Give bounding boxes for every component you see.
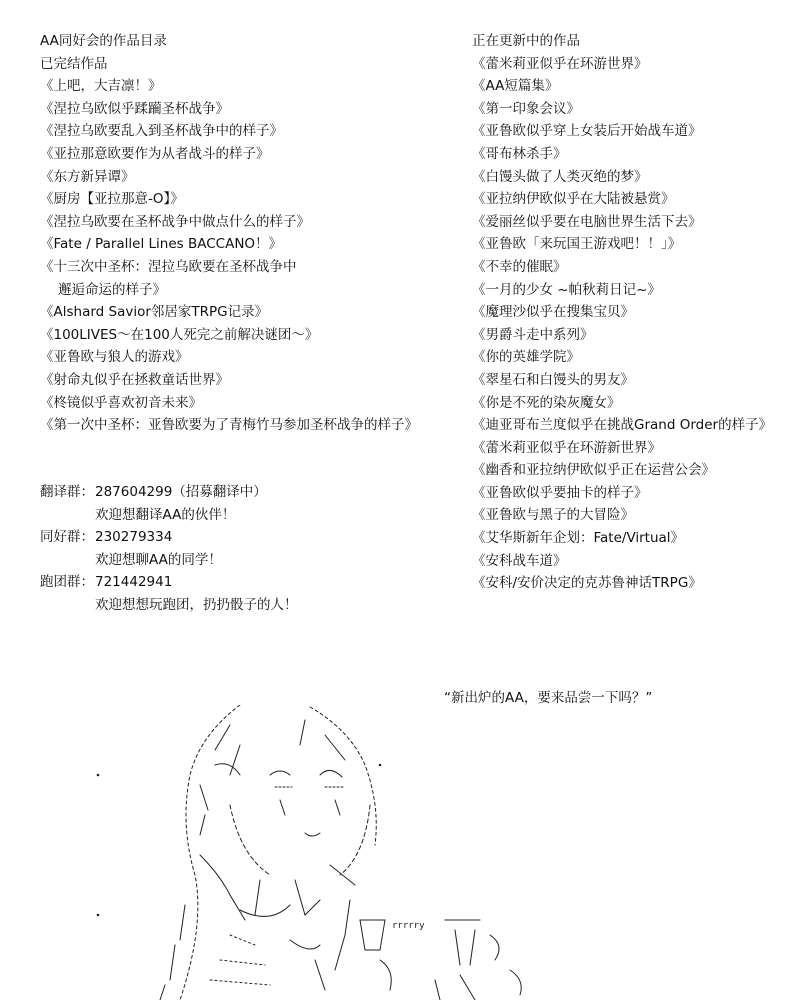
ongoing-item: 《亚拉纳伊欧似乎在大陆被悬赏》 xyxy=(472,191,675,208)
ongoing-item: 《哥布林杀手》 xyxy=(472,145,567,162)
ascii-art-sketch xyxy=(80,705,600,1000)
run-group-note: 欢迎想想玩跑团，扔扔骰子的人！ xyxy=(95,596,298,613)
ongoing-item: 《幽香和亚拉纳伊欧似乎正在运营公会》 xyxy=(472,462,715,479)
completed-item: 《100LIVES～在100人死完之前解决谜团～》 xyxy=(40,326,319,343)
fan-group xyxy=(40,526,298,549)
completed-item-continued: 邂逅命运的样子》 xyxy=(58,281,166,298)
completed-item: 《第一次中圣杯：亚鲁欧要为了青梅竹马参加圣杯战争的样子》 xyxy=(40,417,418,434)
ongoing-item: 《你的英雄学院》 xyxy=(472,349,580,366)
illustration-quote: “新出炉的AA，要来品尝一下吗？” xyxy=(444,690,653,706)
group-contacts xyxy=(40,481,298,617)
run-group-number: 721442941 xyxy=(95,574,173,591)
completed-item: 《亚鲁欧与狼人的游戏》 xyxy=(40,349,189,366)
ongoing-item: 《AA短篇集》 xyxy=(472,78,559,95)
ongoing-item: 《蕾米莉亚似乎在环游新世界》 xyxy=(472,439,661,456)
ongoing-item: 《亚鲁欧「来玩国王游戏吧！！」》 xyxy=(472,236,682,253)
ongoing-item: 《蕾米莉亚似乎在环游世界》 xyxy=(472,55,648,72)
ongoing-item: 《白馒头做了人类灭绝的梦》 xyxy=(472,168,648,185)
translation-group-label: 翻译群： xyxy=(40,484,94,500)
completed-works-column xyxy=(40,30,418,437)
ongoing-item: 《不幸的催眠》 xyxy=(472,258,567,275)
fan-group-note: 欢迎想聊AA的同学！ xyxy=(95,551,222,568)
completed-heading: 已完结作品 xyxy=(40,55,108,72)
ongoing-item: 《安科战车道》 xyxy=(472,552,567,569)
completed-item: 《射命丸似乎在拯救童话世界》 xyxy=(40,371,229,388)
completed-item: 《柊镜似乎喜欢初音未来》 xyxy=(40,394,202,411)
ongoing-item: 《艾华斯新年企划：Fate/Virtual》 xyxy=(472,530,685,547)
completed-item: 《涅拉乌欧似乎蹂躏圣杯战争》 xyxy=(40,100,229,117)
ongoing-item: 《爱丽丝似乎要在电脑世界生活下去》 xyxy=(472,213,702,230)
completed-item: 《Alshard Savior邻居家TRPG记录》 xyxy=(40,304,269,321)
fan-group-number: 230279334 xyxy=(95,529,173,546)
completed-item: 《十三次中圣杯：涅拉乌欧要在圣杯战争中 xyxy=(40,258,297,275)
ongoing-item: 《第一印象会议》 xyxy=(472,100,580,117)
ongoing-heading: 正在更新中的作品 xyxy=(472,33,580,49)
ongoing-item: 《亚鲁欧似乎穿上女装后开始战车道》 xyxy=(472,123,702,140)
ascii-art-illustration xyxy=(80,705,600,1000)
run-group xyxy=(40,571,298,594)
translation-group xyxy=(40,481,298,504)
completed-item: 《涅拉乌欧要乱入到圣杯战争中的样子》 xyxy=(40,123,283,140)
completed-item: 《涅拉乌欧要在圣杯战争中做点什么的样子》 xyxy=(40,213,310,230)
ongoing-works-column xyxy=(472,30,772,595)
completed-item: 《Fate / Parallel Lines BACCANO！》 xyxy=(40,236,283,253)
ongoing-item: 《亚鲁欧似乎要抽卡的样子》 xyxy=(472,484,648,501)
ongoing-item: 《男爵斗走中系列》 xyxy=(472,326,594,343)
ongoing-item: 《迪亚哥布兰度似乎在挑战Grand Order的样子》 xyxy=(472,417,773,434)
catalog-title: AA同好会的作品目录 xyxy=(40,33,167,49)
completed-item: 《东方新异谭》 xyxy=(40,168,135,185)
completed-item: 《上吧，大吉凛！》 xyxy=(40,78,162,95)
translation-group-number: 287604299（招募翻译中） xyxy=(95,484,267,500)
ongoing-item: 《魔理沙似乎在搜集宝贝》 xyxy=(472,304,634,321)
ongoing-item: 《翠星石和白馒头的男友》 xyxy=(472,371,634,388)
run-group-label: 跑团群： xyxy=(40,574,94,591)
fan-group-label: 同好群： xyxy=(40,529,94,546)
ongoing-item: 《亚鲁欧与黑子的大冒险》 xyxy=(472,507,634,524)
ongoing-item: 《你是不死的染灰魔女》 xyxy=(472,394,621,411)
translation-group-note: 欢迎想翻译AA的伙伴！ xyxy=(95,506,236,523)
ongoing-item: 《安科/安价决定的克苏鲁神话TRPG》 xyxy=(472,575,702,592)
ongoing-item: 《一月的少女 ~帕秋莉日记~》 xyxy=(472,281,661,298)
completed-item: 《亚拉那意欧要作为从者战斗的样子》 xyxy=(40,145,270,162)
completed-item: 《厨房【亚拉那意-O】》 xyxy=(40,191,184,208)
art-text: rrrrry xyxy=(392,921,425,931)
